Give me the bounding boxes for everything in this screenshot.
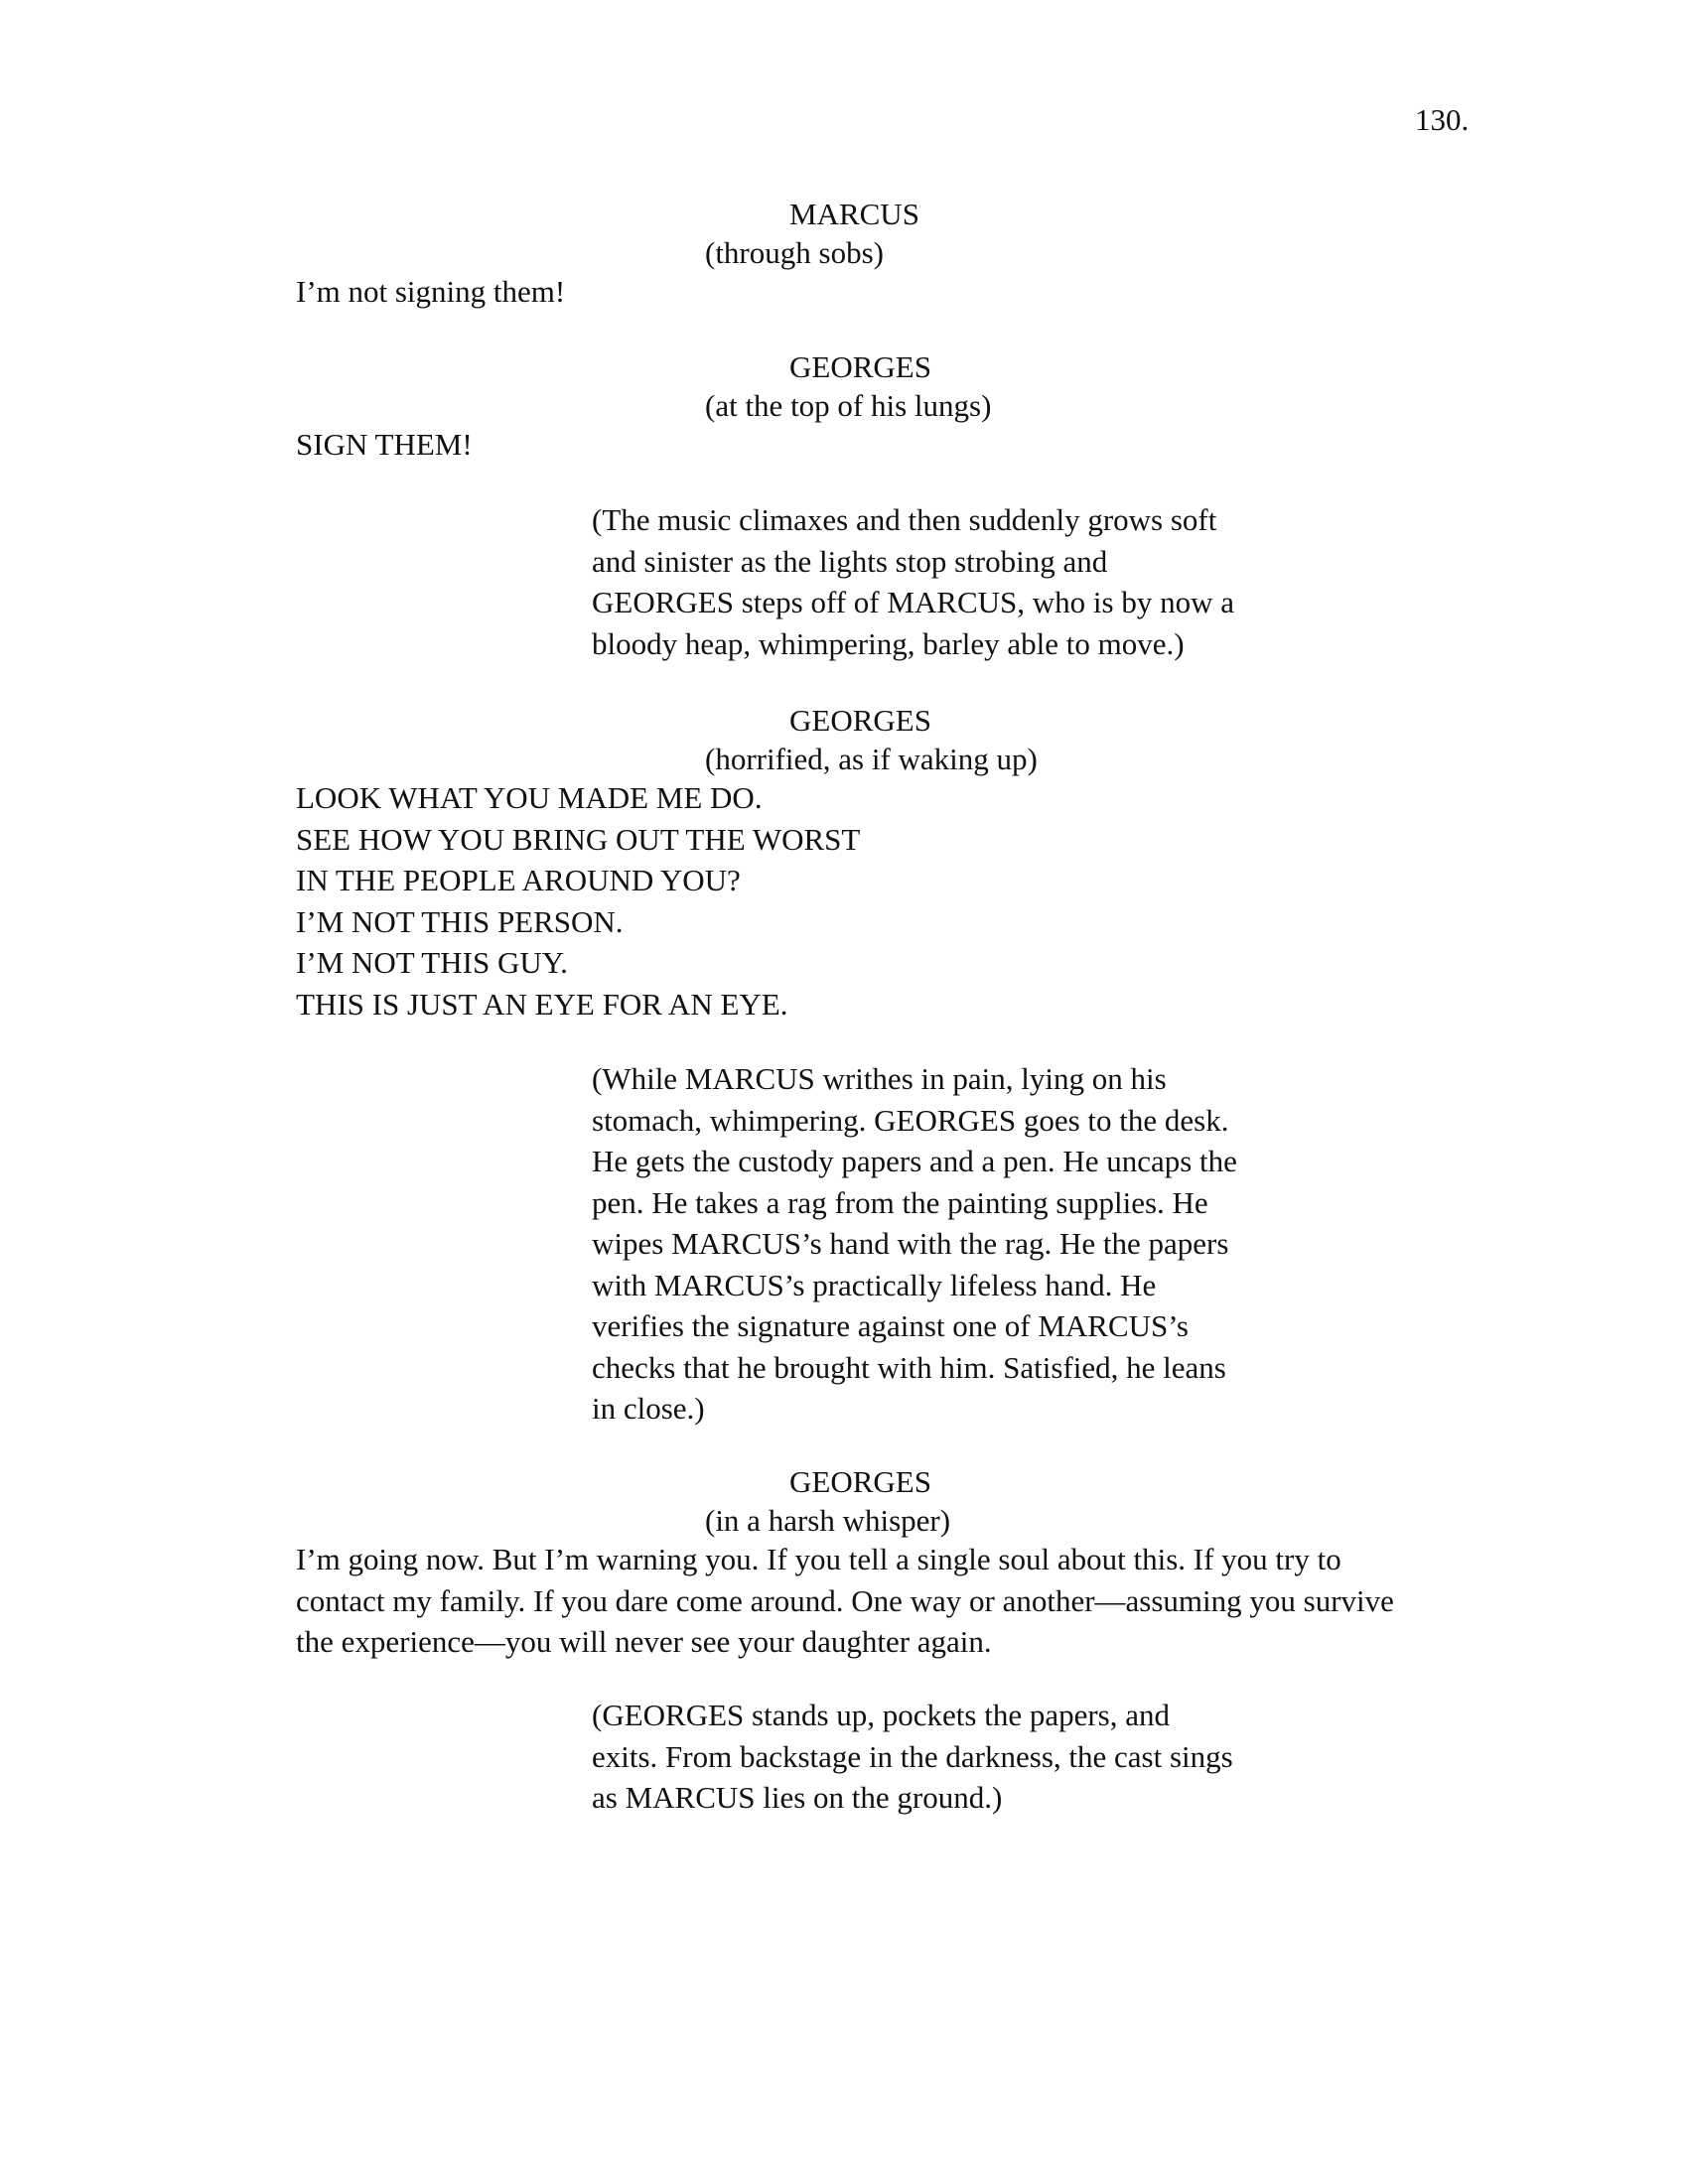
dialogue-line: LOOK WHAT YOU MADE ME DO. xyxy=(296,780,763,815)
stage-direction-line: GEORGES steps off of MARCUS, who is by now a xyxy=(592,585,1235,619)
stage-direction-line: checks that he brought with him. Satisfied, he leans xyxy=(592,1349,1226,1385)
stage-direction xyxy=(592,499,1327,664)
stage-direction-line: pen. He takes a rag from the painting supplies. He xyxy=(592,1184,1208,1220)
parenthetical: (in a harsh whisper) xyxy=(705,1503,951,1538)
dialogue-text xyxy=(296,271,1487,313)
parenthetical: (horrified, as if waking up) xyxy=(705,742,1038,776)
stage-direction-line: stomach, whimpering. GEORGES goes to the desk. xyxy=(592,1102,1229,1138)
dialogue-line: I’m going now. But I’m warning you. If you tell a single soul about this. If you try to xyxy=(296,1542,1341,1576)
dialogue-line: SIGN THEM! xyxy=(296,427,473,462)
parenthetical: (through sobs) xyxy=(705,235,884,270)
stage-direction-line: verifies the signature against one of MARCUS’s xyxy=(592,1308,1189,1343)
stage-direction-line: with MARCUS’s practically lifeless hand. He xyxy=(592,1267,1157,1302)
stage-direction xyxy=(592,1695,1327,1819)
stage-direction-line: and sinister as the lights stop strobing and xyxy=(592,543,1108,579)
stage-direction-line: as MARCUS lies on the ground.) xyxy=(592,1780,1003,1815)
stage-direction xyxy=(592,1058,1327,1430)
dialogue-line: I’M NOT THIS GUY. xyxy=(296,945,568,980)
dialogue-line: THIS IS JUST AN EYE FOR AN EYE. xyxy=(296,986,788,1022)
character-name: GEORGES xyxy=(789,703,931,738)
stage-direction-line: (While MARCUS writhes in pain, lying on his xyxy=(592,1061,1167,1096)
dialogue-line: the experience—you will never see your daughter again. xyxy=(296,1624,992,1659)
dialogue-line: contact my family. If you dare come around. One way or another—assuming you survive xyxy=(296,1582,1394,1618)
stage-direction-line: exits. From backstage in the darkness, the cast sings xyxy=(592,1738,1233,1774)
dialogue-text xyxy=(296,1539,1487,1663)
dialogue-line: SEE HOW YOU BRING OUT THE WORST xyxy=(296,821,861,857)
stage-direction-line: (The music climaxes and then suddenly grows soft xyxy=(592,502,1217,537)
dialogue-text xyxy=(296,777,1487,1024)
stage-direction-line: in close.) xyxy=(592,1391,705,1426)
parenthetical: (at the top of his lungs) xyxy=(705,388,992,423)
dialogue-text xyxy=(296,424,1487,466)
character-name: MARCUS xyxy=(789,197,919,231)
character-name: GEORGES xyxy=(789,1464,931,1499)
page-number: 130. xyxy=(1415,102,1470,137)
dialogue-line: IN THE PEOPLE AROUND YOU? xyxy=(296,863,741,897)
character-name: GEORGES xyxy=(789,349,931,384)
stage-direction-line: bloody heap, whimpering, barley able to move.) xyxy=(592,625,1185,661)
dialogue-line: I’M NOT THIS PERSON. xyxy=(296,903,624,939)
stage-direction-line: He gets the custody papers and a pen. He uncaps the xyxy=(592,1144,1237,1178)
dialogue-line: I’m not signing them! xyxy=(296,274,566,309)
stage-direction-line: wipes MARCUS’s hand with the rag. He the papers xyxy=(592,1226,1229,1261)
stage-direction-line: (GEORGES stands up, pockets the papers, and xyxy=(592,1698,1171,1732)
